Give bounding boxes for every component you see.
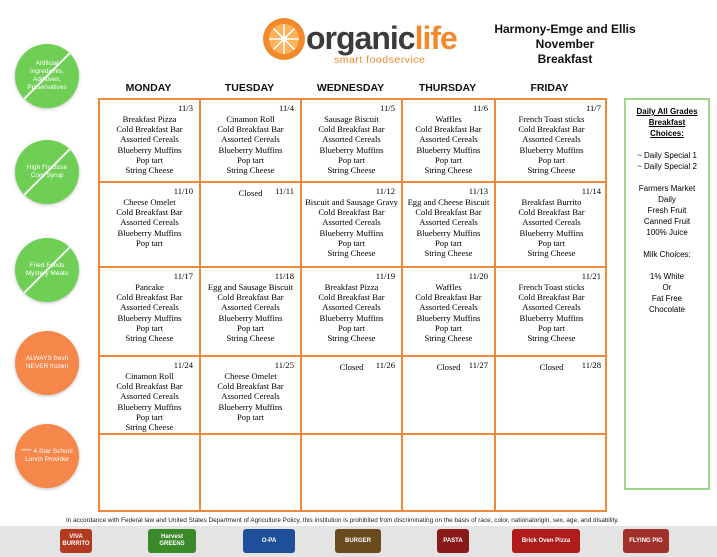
brand-logo: PASTA (437, 529, 469, 553)
market-item-canned-fruit: Canned Fruit (643, 217, 691, 226)
logo-tagline: smart foodservice (334, 54, 426, 66)
feature-badge-4 (15, 331, 79, 395)
menu-item: Blueberry Muffins (319, 312, 384, 323)
day-header-monday: MONDAY (125, 82, 172, 94)
cell-date: 11/5 (380, 103, 395, 113)
feature-badge-3 (15, 238, 79, 302)
milk-item-chocolate: Chocolate (648, 305, 686, 314)
menu-item: Breakfast Burrito (521, 197, 582, 207)
menu-item: Biscuit and Sausage Gravy (305, 197, 398, 207)
menu-title-line2: Breakfast (537, 52, 593, 66)
menu-day-cell (302, 268, 403, 357)
menu-day-cell (496, 183, 607, 268)
milk-item-fat-free: Fat Free (651, 294, 683, 303)
day-header-friday: FRIDAY (530, 82, 569, 94)
menu-day-cell (201, 435, 302, 512)
menu-item: Cold Breakfast Bar (116, 381, 183, 392)
menu-item: Pop tart (237, 411, 264, 422)
cell-date: 11/27 (468, 360, 488, 370)
choices-heading-1: Daily All Grades (636, 107, 698, 116)
menu-day-cell (201, 183, 302, 268)
menu-item: Assorted Cereals (419, 302, 478, 313)
menu-item: Blueberry Muffins (519, 227, 584, 238)
menu-day-cell (403, 100, 496, 183)
menu-item: Waffles (435, 282, 462, 292)
menu-item: French Toast sticks (518, 114, 585, 124)
menu-item: Cinamon Roll (125, 371, 174, 381)
menu-item: Pop tart (136, 154, 163, 165)
brand-logo: VIVA BURRITO (60, 529, 92, 553)
choices-heading-3: Choices: (650, 129, 684, 138)
menu-day-cell (302, 435, 403, 512)
badge-text: ALWAYS fresh NEVER frozen (25, 354, 69, 370)
cell-date: 11/6 (473, 103, 488, 113)
menu-day-cell (100, 357, 201, 435)
menu-item: Pop tart (338, 154, 365, 165)
menu-day-cell (201, 357, 302, 435)
menu-item: String Cheese (125, 165, 174, 176)
menu-day-cell (302, 357, 403, 435)
cell-date: 11/4 (279, 103, 294, 113)
cell-date: 11/21 (581, 271, 601, 281)
menu-item: Cold Breakfast Bar (217, 381, 284, 392)
menu-title (470, 22, 660, 67)
menu-item: Blueberry Muffins (416, 227, 481, 238)
menu-item: Cold Breakfast Bar (415, 124, 482, 135)
menu-item: Assorted Cereals (221, 302, 280, 313)
daily-special-1: ~ Daily Special 1 (637, 151, 697, 160)
menu-item: Cold Breakfast Bar (217, 124, 284, 135)
cell-date: 11/7 (586, 103, 601, 113)
menu-day-cell (201, 100, 302, 183)
menu-day-cell (100, 435, 201, 512)
menu-item: String Cheese (424, 165, 473, 176)
cell-date: 11/28 (581, 360, 601, 370)
menu-item: Pop tart (136, 322, 163, 333)
nondiscrimination-note: In accordance with Federal law and United States Department of Agriculture Policy, this institution is prohibited from discriminating on the basis of race, color, nationalorigin, sex, age, and disability. (66, 517, 619, 524)
menu-item: Pop tart (338, 237, 365, 248)
menu-item: Blueberry Muffins (218, 144, 283, 155)
menu-item: Cheese Omelet (123, 197, 176, 207)
cell-date: 11/25 (274, 360, 294, 370)
menu-item: Cold Breakfast Bar (116, 292, 183, 303)
menu-item: Cold Breakfast Bar (415, 207, 482, 218)
menu-item: String Cheese (125, 422, 174, 433)
menu-item: Assorted Cereals (322, 217, 381, 228)
menu-day-cell (100, 268, 201, 357)
cell-date: 11/14 (581, 186, 601, 196)
menu-item: Pop tart (237, 154, 264, 165)
menu-item: Assorted Cereals (120, 391, 179, 402)
menu-item: Pop tart (435, 154, 462, 165)
menu-item: Assorted Cereals (221, 134, 280, 145)
menu-item: French Toast sticks (518, 282, 585, 292)
menu-item: Blueberry Muffins (319, 144, 384, 155)
menu-day-cell (403, 268, 496, 357)
menu-day-cell (403, 183, 496, 268)
brand-logo: O-PA (243, 529, 295, 553)
menu-item: String Cheese (527, 165, 576, 176)
menu-item: String Cheese (424, 248, 473, 259)
menu-day-cell (100, 100, 201, 183)
cell-date: 11/10 (173, 186, 193, 196)
menu-item: String Cheese (527, 333, 576, 344)
menu-item: Cinamon Roll (226, 114, 275, 124)
cell-date: 11/19 (375, 271, 395, 281)
brand-logo: Harvest GREENS (148, 529, 196, 553)
milk-choices-heading: Milk Choices: (643, 250, 691, 259)
menu-item: Cold Breakfast Bar (217, 292, 284, 303)
menu-item: Egg and Sausage Biscuit (207, 282, 294, 292)
cell-date: 11/13 (468, 186, 488, 196)
menu-item: Blueberry Muffins (218, 401, 283, 412)
menu-item: Assorted Cereals (419, 217, 478, 228)
cell-date: 11/17 (173, 271, 193, 281)
menu-day-cell (302, 183, 403, 268)
cell-date: 11/12 (375, 186, 395, 196)
menu-item: String Cheese (527, 248, 576, 259)
menu-item: Pop tart (136, 237, 163, 248)
menu-item: Assorted Cereals (221, 391, 280, 402)
milk-item-white: 1% White (649, 272, 685, 281)
menu-item: Assorted Cereals (419, 134, 478, 145)
menu-item: Pop tart (237, 322, 264, 333)
menu-day-cell (496, 435, 607, 512)
badge-text: High Fructose Corn Syrup (26, 163, 68, 179)
menu-item: Cold Breakfast Bar (116, 207, 183, 218)
brand-logo: BURGER (335, 529, 381, 553)
menu-item: Breakfast Pizza (122, 114, 177, 124)
menu-item: Assorted Cereals (322, 302, 381, 313)
menu-item: Pop tart (435, 322, 462, 333)
menu-item: Blueberry Muffins (117, 401, 182, 412)
farmers-market-heading: Farmers Market (638, 184, 696, 193)
closed-label: Closed (539, 362, 564, 372)
cell-date: 11/11 (275, 186, 294, 196)
logo-word-life: life (414, 20, 457, 56)
menu-calendar-grid (98, 98, 607, 512)
brand-logo: Brick Oven Pizza (512, 529, 580, 553)
cell-date: 11/18 (274, 271, 294, 281)
menu-item: Blueberry Muffins (218, 312, 283, 323)
menu-item: Assorted Cereals (120, 134, 179, 145)
closed-label: Closed (436, 362, 461, 372)
menu-item: Assorted Cereals (322, 134, 381, 145)
menu-day-cell (403, 357, 496, 435)
menu-item: Assorted Cereals (522, 134, 581, 145)
menu-item: Blueberry Muffins (519, 144, 584, 155)
menu-item: Egg and Cheese Biscuit (407, 197, 490, 207)
menu-item: Cold Breakfast Bar (318, 292, 385, 303)
menu-item: Pop tart (538, 154, 565, 165)
menu-item: String Cheese (226, 165, 275, 176)
badge-text: **** 4-Star School Lunch Provider (21, 447, 73, 463)
menu-item: Pop tart (435, 237, 462, 248)
day-header-wednesday: WEDNESDAY (316, 82, 385, 94)
choices-heading-2: Breakfast (648, 118, 686, 127)
menu-item: String Cheese (327, 165, 376, 176)
menu-item: Pop tart (338, 322, 365, 333)
menu-day-cell (100, 183, 201, 268)
menu-item: Cold Breakfast Bar (518, 124, 585, 135)
closed-label: Closed (238, 188, 263, 198)
milk-item-or: Or (662, 283, 672, 292)
menu-item: Pop tart (538, 237, 565, 248)
menu-day-cell (496, 357, 607, 435)
daily-special-2: ~ Daily Special 2 (637, 162, 697, 171)
feature-badge-1 (15, 44, 79, 108)
brand-logo-strip (0, 526, 717, 557)
menu-item: Cold Breakfast Bar (518, 207, 585, 218)
menu-item: Assorted Cereals (120, 217, 179, 228)
menu-item: Cold Breakfast Bar (318, 207, 385, 218)
feature-badge-5 (15, 424, 79, 488)
menu-item: Assorted Cereals (522, 302, 581, 313)
menu-item: Cheese Omelet (224, 371, 277, 381)
menu-item: Pop tart (136, 411, 163, 422)
menu-item: Breakfast Pizza (324, 282, 379, 292)
menu-item: Cold Breakfast Bar (116, 124, 183, 135)
menu-title-line1: Harmony-Emge and Ellis November (494, 22, 636, 51)
market-item-fresh-fruit: Fresh Fruit (647, 206, 687, 215)
cell-date: 11/24 (173, 360, 193, 370)
menu-day-cell (201, 268, 302, 357)
market-item-juice: 100% Juice (646, 228, 688, 237)
menu-item: Blueberry Muffins (117, 227, 182, 238)
cell-date: 11/20 (468, 271, 488, 281)
menu-item: Cold Breakfast Bar (415, 292, 482, 303)
menu-item: Cold Breakfast Bar (318, 124, 385, 135)
menu-item: String Cheese (327, 333, 376, 344)
feature-badge-2 (15, 140, 79, 204)
menu-item: String Cheese (125, 333, 174, 344)
menu-item: Pancake (135, 282, 164, 292)
cell-date: 11/3 (178, 103, 193, 113)
menu-item: Blueberry Muffins (117, 144, 182, 155)
menu-day-cell (496, 100, 607, 183)
day-header-thursday: THURSDAY (418, 82, 477, 94)
badge-text: Fried Foods Mystery Meats (25, 261, 69, 277)
menu-item: Blueberry Muffins (416, 312, 481, 323)
menu-item: String Cheese (226, 333, 275, 344)
menu-item: Blueberry Muffins (519, 312, 584, 323)
menu-item: Blueberry Muffins (416, 144, 481, 155)
menu-item: Waffles (435, 114, 462, 124)
organic-life-logo (262, 12, 457, 68)
menu-item: Cold Breakfast Bar (518, 292, 585, 303)
menu-item: Blueberry Muffins (117, 312, 182, 323)
brand-logo: FLYING PIG (623, 529, 669, 553)
menu-day-cell (403, 435, 496, 512)
menu-item: String Cheese (424, 333, 473, 344)
cell-date: 11/26 (375, 360, 395, 370)
daily-choices-panel (624, 98, 710, 490)
closed-label: Closed (339, 362, 364, 372)
menu-day-cell (496, 268, 607, 357)
logo-word-organic: organic (306, 20, 415, 56)
menu-item: Assorted Cereals (120, 302, 179, 313)
day-header-tuesday: TUESDAY (224, 82, 275, 94)
badge-text: Artificial Ingredients, Additives, Preservatives (27, 59, 67, 92)
menu-item: Pop tart (538, 322, 565, 333)
menu-item: Assorted Cereals (522, 217, 581, 228)
menu-item: Sausage Biscuit (324, 114, 379, 124)
menu-item: Blueberry Muffins (319, 227, 384, 238)
farmers-market-daily: Daily (658, 195, 676, 204)
menu-day-cell (302, 100, 403, 183)
orange-icon (262, 14, 306, 64)
menu-item: String Cheese (327, 248, 376, 259)
